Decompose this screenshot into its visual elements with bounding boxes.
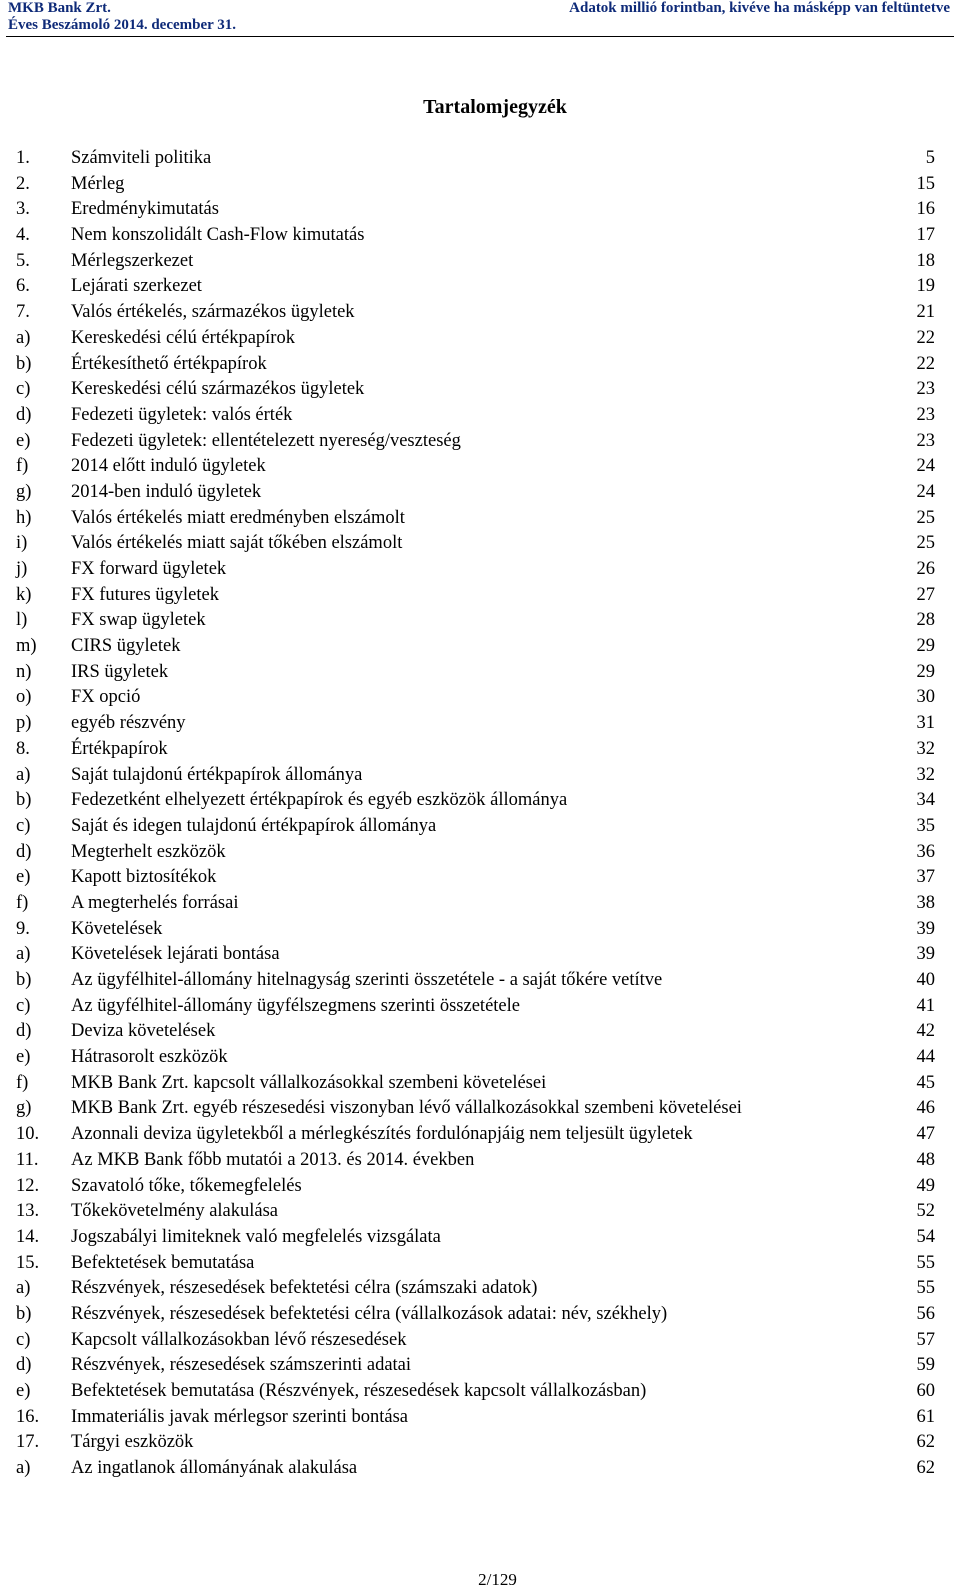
toc-entry-title: Befektetések bemutatása: [71, 1252, 255, 1273]
toc-entry-page: 32: [916, 764, 935, 785]
toc-entry-number: e): [16, 430, 31, 451]
toc-entry-page: 46: [916, 1098, 935, 1119]
toc-entry-title: Saját tulajdonú értékpapírok állománya: [71, 764, 363, 785]
toc-entry[interactable]: [0, 711, 960, 737]
toc-entry[interactable]: [0, 1456, 960, 1482]
toc-entry-title: Értékesíthető értékpapírok: [71, 353, 267, 374]
toc-entry-page: 24: [916, 481, 935, 502]
toc-entry[interactable]: [0, 1174, 960, 1200]
toc-entry-page: 19: [916, 276, 935, 297]
toc-entry-title: Lejárati szerkezet: [71, 276, 202, 297]
toc-entry-number: g): [16, 481, 32, 502]
toc-entry-title: Értékpapírok: [71, 738, 168, 759]
toc-entry-page: 52: [916, 1201, 935, 1222]
toc-entry-page: 41: [916, 995, 935, 1016]
toc-entry-number: d): [16, 841, 32, 862]
toc-entry-page: 42: [916, 1021, 935, 1042]
toc-entry-title: Jogszabályi limiteknek való megfelelés vizsgálata: [71, 1226, 441, 1247]
toc-entry-title: CIRS ügyletek: [71, 636, 181, 657]
toc-entry-number: b): [16, 970, 32, 990]
toc-entry-title: MKB Bank Zrt. kapcsolt vállalkozásokkal szembeni követelései: [71, 1072, 547, 1093]
toc-entry-title: Tőkekövetelmény alakulása: [71, 1201, 279, 1222]
toc-entry-page: 23: [916, 379, 935, 400]
toc-entry-number: e): [16, 1381, 31, 1401]
toc-entry-page: 37: [916, 867, 935, 888]
toc-entry-page: 23: [916, 404, 935, 425]
toc-entry[interactable]: [0, 403, 960, 429]
toc-entry[interactable]: [0, 994, 960, 1020]
toc-entry-page: 32: [916, 738, 935, 759]
toc-entry-number: 2.: [16, 173, 30, 194]
toc-entry-title: Kapott biztosítékok: [71, 867, 217, 888]
toc-entry-title: Valós értékelés, származékos ügyletek: [71, 302, 355, 323]
toc-entry[interactable]: [0, 1251, 960, 1277]
toc-entry[interactable]: [0, 454, 960, 480]
toc-entry-page: 39: [916, 918, 935, 939]
toc-entry-title: Fedezeti ügyletek: valós érték: [71, 404, 293, 425]
toc-entry-number: c): [16, 815, 31, 836]
toc-entry-title: Fedezeti ügyletek: ellentételezett nyereség/veszteség: [71, 430, 461, 451]
toc-entry-page: 26: [916, 559, 935, 579]
toc-entry-title: Saját és idegen tulajdonú értékpapírok állománya: [71, 815, 437, 836]
toc-entry[interactable]: [0, 1302, 960, 1328]
toc-entry-title: Valós értékelés miatt eredményben elszámolt: [71, 507, 405, 528]
toc-entry-page: 36: [916, 841, 935, 862]
toc-entry-title: Kereskedési célú származékos ügyletek: [71, 379, 365, 400]
toc-entry-title: Mérleg: [71, 173, 125, 194]
toc-entry-number: p): [16, 713, 32, 734]
toc-entry[interactable]: [0, 1096, 960, 1122]
toc-entry-page: 22: [916, 327, 935, 348]
toc-entry-page: 48: [916, 1149, 935, 1170]
toc-entry-number: 10.: [16, 1124, 40, 1145]
toc-entry-number: a): [16, 1278, 31, 1299]
toc-entry-number: a): [16, 944, 31, 965]
toc-entry-page: 29: [916, 661, 935, 682]
toc-entry[interactable]: [0, 685, 960, 711]
toc-entry-title: Befektetések bemutatása (Részvények, részesedések kapcsolt vállalkozásban): [71, 1381, 647, 1401]
toc-entry-number: 13.: [16, 1201, 40, 1222]
toc-entry-number: 12.: [16, 1175, 40, 1196]
toc-entry[interactable]: [0, 763, 960, 789]
toc-entry-number: c): [16, 379, 31, 400]
toc-entry[interactable]: [0, 942, 960, 968]
toc-entry-title: A megterhelés forrásai: [71, 892, 239, 913]
toc-entry-title: Tárgyi eszközök: [71, 1432, 194, 1453]
toc-entry-title: Eredménykimutatás: [71, 199, 219, 220]
toc-entry-page: 38: [916, 892, 935, 913]
toc-entry[interactable]: [0, 506, 960, 532]
toc-entry-title: Számviteli politika: [71, 148, 212, 168]
toc-entry[interactable]: [0, 146, 960, 172]
toc-entry-page: 15: [916, 173, 935, 194]
toc-entry-title: Az MKB Bank főbb mutatói a 2013. és 2014. években: [71, 1149, 475, 1170]
toc-entry-page: 31: [916, 713, 935, 734]
toc-entry-page: 25: [916, 533, 935, 554]
header-divider: [6, 36, 954, 37]
page-header: [0, 0, 960, 40]
table-of-contents: [0, 146, 960, 1482]
toc-entry-page: 30: [916, 687, 935, 708]
toc-entry-page: 44: [916, 1047, 935, 1068]
toc-entry-page: 23: [916, 430, 935, 451]
toc-entry-page: 5: [925, 148, 935, 168]
toc-entry-page: 55: [916, 1278, 935, 1299]
toc-entry-number: 16.: [16, 1406, 40, 1427]
toc-entry-page: 22: [916, 353, 935, 374]
toc-entry-number: d): [16, 1021, 32, 1042]
toc-entry[interactable]: [0, 840, 960, 866]
toc-entry-number: c): [16, 1329, 31, 1350]
toc-entry-number: d): [16, 404, 32, 425]
toc-entry-number: b): [16, 790, 32, 811]
toc-entry-title: Deviza követelések: [71, 1021, 216, 1042]
toc-entry-page: 54: [916, 1226, 935, 1247]
toc-entry-title: Azonnali deviza ügyletekből a mérlegkészítés fordulónapjáig nem teljesült ügyletek: [71, 1124, 693, 1145]
toc-entry-number: 7.: [16, 302, 30, 323]
toc-entry[interactable]: [0, 1045, 960, 1071]
toc-entry-number: f): [16, 456, 29, 477]
toc-entry[interactable]: [0, 557, 960, 583]
toc-entry[interactable]: [0, 968, 960, 994]
toc-entry[interactable]: [0, 1148, 960, 1174]
toc-entry[interactable]: [0, 249, 960, 275]
toc-entry-page: 17: [916, 225, 935, 246]
toc-entry-page: 18: [916, 250, 935, 271]
toc-entry-page: 24: [916, 456, 935, 477]
toc-entry-title: FX forward ügyletek: [71, 559, 227, 579]
toc-entry[interactable]: [0, 326, 960, 352]
toc-entry-number: b): [16, 1303, 32, 1324]
toc-entry-page: 40: [916, 970, 935, 990]
toc-entry-page: 21: [916, 302, 935, 323]
toc-entry[interactable]: [0, 531, 960, 557]
toc-entry-page: 56: [916, 1303, 935, 1324]
toc-entry[interactable]: [0, 891, 960, 917]
toc-entry[interactable]: [0, 660, 960, 686]
toc-entry-number: 15.: [16, 1252, 40, 1273]
toc-entry-number: 3.: [16, 199, 30, 220]
toc-entry-title: Fedezetként elhelyezett értékpapírok és egyéb eszközök állománya: [71, 790, 568, 811]
toc-entry-title: Mérlegszerkezet: [71, 250, 194, 271]
toc-entry-title: 2014-ben induló ügyletek: [71, 481, 262, 502]
toc-entry-title: Megterhelt eszközök: [71, 841, 226, 862]
toc-entry-title: FX futures ügyletek: [71, 584, 219, 605]
toc-entry-page: 39: [916, 944, 935, 965]
toc-entry[interactable]: [0, 1122, 960, 1148]
toc-entry[interactable]: [0, 1019, 960, 1045]
toc-entry-page: 35: [916, 815, 935, 836]
toc-entry-page: 28: [916, 610, 935, 631]
toc-entry-number: m): [16, 636, 37, 657]
toc-entry-number: o): [16, 687, 32, 708]
toc-entry-page: 57: [916, 1329, 935, 1350]
toc-entry-number: 6.: [16, 276, 30, 297]
toc-entry-page: 62: [916, 1432, 935, 1453]
toc-entry-number: 11.: [16, 1149, 39, 1170]
toc-entry-number: n): [16, 661, 32, 682]
toc-entry-page: 61: [916, 1406, 935, 1427]
toc-entry-number: f): [16, 892, 29, 913]
toc-entry-page: 27: [916, 584, 935, 605]
toc-entry-number: a): [16, 327, 31, 348]
toc-entry[interactable]: [0, 172, 960, 198]
toc-entry-number: 17.: [16, 1432, 40, 1453]
toc-entry[interactable]: [0, 1276, 960, 1302]
toc-entry[interactable]: [0, 737, 960, 763]
toc-entry-title: Az ügyfélhitel-állomány hitelnagyság szerinti összetétele - a saját tőkére vetítve: [71, 970, 663, 990]
toc-entry[interactable]: [0, 352, 960, 378]
toc-entry-number: 4.: [16, 225, 30, 246]
toc-entry-page: 47: [916, 1124, 935, 1145]
toc-entry-number: f): [16, 1072, 29, 1093]
toc-entry-number: a): [16, 764, 31, 785]
toc-entry-page: 59: [916, 1355, 935, 1376]
toc-entry-title: egyéb részvény: [71, 713, 186, 734]
toc-entry-title: Szavatoló tőke, tőkemegfelelés: [71, 1175, 302, 1196]
toc-entry-number: a): [16, 1458, 31, 1479]
toc-entry[interactable]: [0, 1225, 960, 1251]
toc-entry-title: IRS ügyletek: [71, 661, 169, 682]
toc-entry-page: 25: [916, 507, 935, 528]
header-company: MKB Bank Zrt.: [8, 0, 111, 16]
toc-entry[interactable]: [0, 1379, 960, 1405]
header-report-title: Éves Beszámoló 2014. december 31.: [8, 17, 237, 33]
page-number: 2/129: [478, 1570, 517, 1589]
toc-entry-number: 14.: [16, 1226, 40, 1247]
toc-entry-number: d): [16, 1355, 32, 1376]
toc-entry[interactable]: [0, 865, 960, 891]
toc-entry[interactable]: [0, 608, 960, 634]
toc-entry[interactable]: [0, 274, 960, 300]
toc-entry[interactable]: [0, 429, 960, 455]
toc-entry-title: Immateriális javak mérlegsor szerinti bontása: [71, 1406, 408, 1427]
toc-entry-number: k): [16, 584, 32, 605]
toc-entry-page: 16: [916, 199, 935, 220]
toc-entry-title: Részvények, részesedések befektetési célra (számszaki adatok): [71, 1278, 538, 1299]
toc-entry-number: c): [16, 995, 31, 1016]
toc-entry[interactable]: [0, 480, 960, 506]
toc-entry-number: i): [16, 533, 28, 554]
toc-entry-number: g): [16, 1098, 32, 1119]
toc-entry[interactable]: [0, 1353, 960, 1379]
toc-entry-title: 2014 előtt induló ügyletek: [71, 456, 266, 477]
toc-entry-number: 5.: [16, 250, 30, 271]
toc-entry-number: j): [16, 559, 28, 579]
toc-entry[interactable]: [0, 1199, 960, 1225]
toc-entry-title: FX opció: [71, 687, 141, 708]
toc-entry-title: Valós értékelés miatt saját tőkében elszámolt: [71, 533, 403, 554]
toc-entry-title: Követelések: [71, 918, 163, 939]
toc-entry[interactable]: [0, 583, 960, 609]
toc-entry-number: 1.: [16, 148, 30, 168]
toc-entry-page: 34: [916, 790, 935, 811]
page-title: Tartalomjegyzék: [423, 96, 567, 118]
toc-entry[interactable]: [0, 1430, 960, 1456]
toc-entry[interactable]: [0, 788, 960, 814]
toc-entry[interactable]: [0, 223, 960, 249]
toc-entry-title: Az ingatlanok állományának alakulása: [71, 1458, 358, 1479]
toc-entry-page: 29: [916, 636, 935, 657]
toc-entry-page: 55: [916, 1252, 935, 1273]
toc-entry-title: FX swap ügyletek: [71, 610, 206, 631]
toc-entry[interactable]: [0, 917, 960, 943]
toc-entry[interactable]: [0, 197, 960, 223]
toc-entry-number: 9.: [16, 918, 30, 939]
toc-entry-number: l): [16, 610, 28, 631]
toc-entry[interactable]: [0, 377, 960, 403]
toc-entry-number: e): [16, 867, 31, 888]
toc-entry-page: 60: [916, 1381, 935, 1401]
toc-entry[interactable]: [0, 814, 960, 840]
toc-entry-title: Követelések lejárati bontása: [71, 944, 280, 965]
toc-entry[interactable]: [0, 1405, 960, 1431]
toc-entry-number: 8.: [16, 738, 30, 759]
toc-entry[interactable]: [0, 1071, 960, 1097]
toc-entry[interactable]: [0, 300, 960, 326]
toc-entry-title: Kapcsolt vállalkozásokban lévő részesedések: [71, 1329, 407, 1350]
toc-entry-title: Nem konszolidált Cash-Flow kimutatás: [71, 225, 365, 246]
toc-entry-number: e): [16, 1047, 31, 1068]
toc-entry-number: b): [16, 353, 32, 374]
toc-entry-title: MKB Bank Zrt. egyéb részesedési viszonyban lévő vállalkozásokkal szembeni követelései: [71, 1098, 742, 1119]
toc-entry[interactable]: [0, 1328, 960, 1354]
toc-entry-title: Részvények, részesedések számszerinti adatai: [71, 1355, 412, 1376]
header-units-note: Adatok millió forintban, kivéve ha másképp van feltüntetve: [569, 0, 950, 16]
toc-entry-title: Részvények, részesedések befektetési célra (vállalkozások adatai: név, székhely): [71, 1303, 668, 1324]
toc-entry[interactable]: [0, 634, 960, 660]
toc-entry-title: Hátrasorolt eszközök: [71, 1047, 228, 1068]
toc-entry-title: Kereskedési célú értékpapírok: [71, 327, 295, 348]
toc-entry-page: 45: [916, 1072, 935, 1093]
toc-entry-title: Az ügyfélhitel-állomány ügyfélszegmens szerinti összetétele: [71, 995, 520, 1016]
toc-entry-number: h): [16, 507, 32, 528]
toc-entry-page: 49: [916, 1175, 935, 1196]
toc-entry-page: 62: [916, 1458, 935, 1479]
